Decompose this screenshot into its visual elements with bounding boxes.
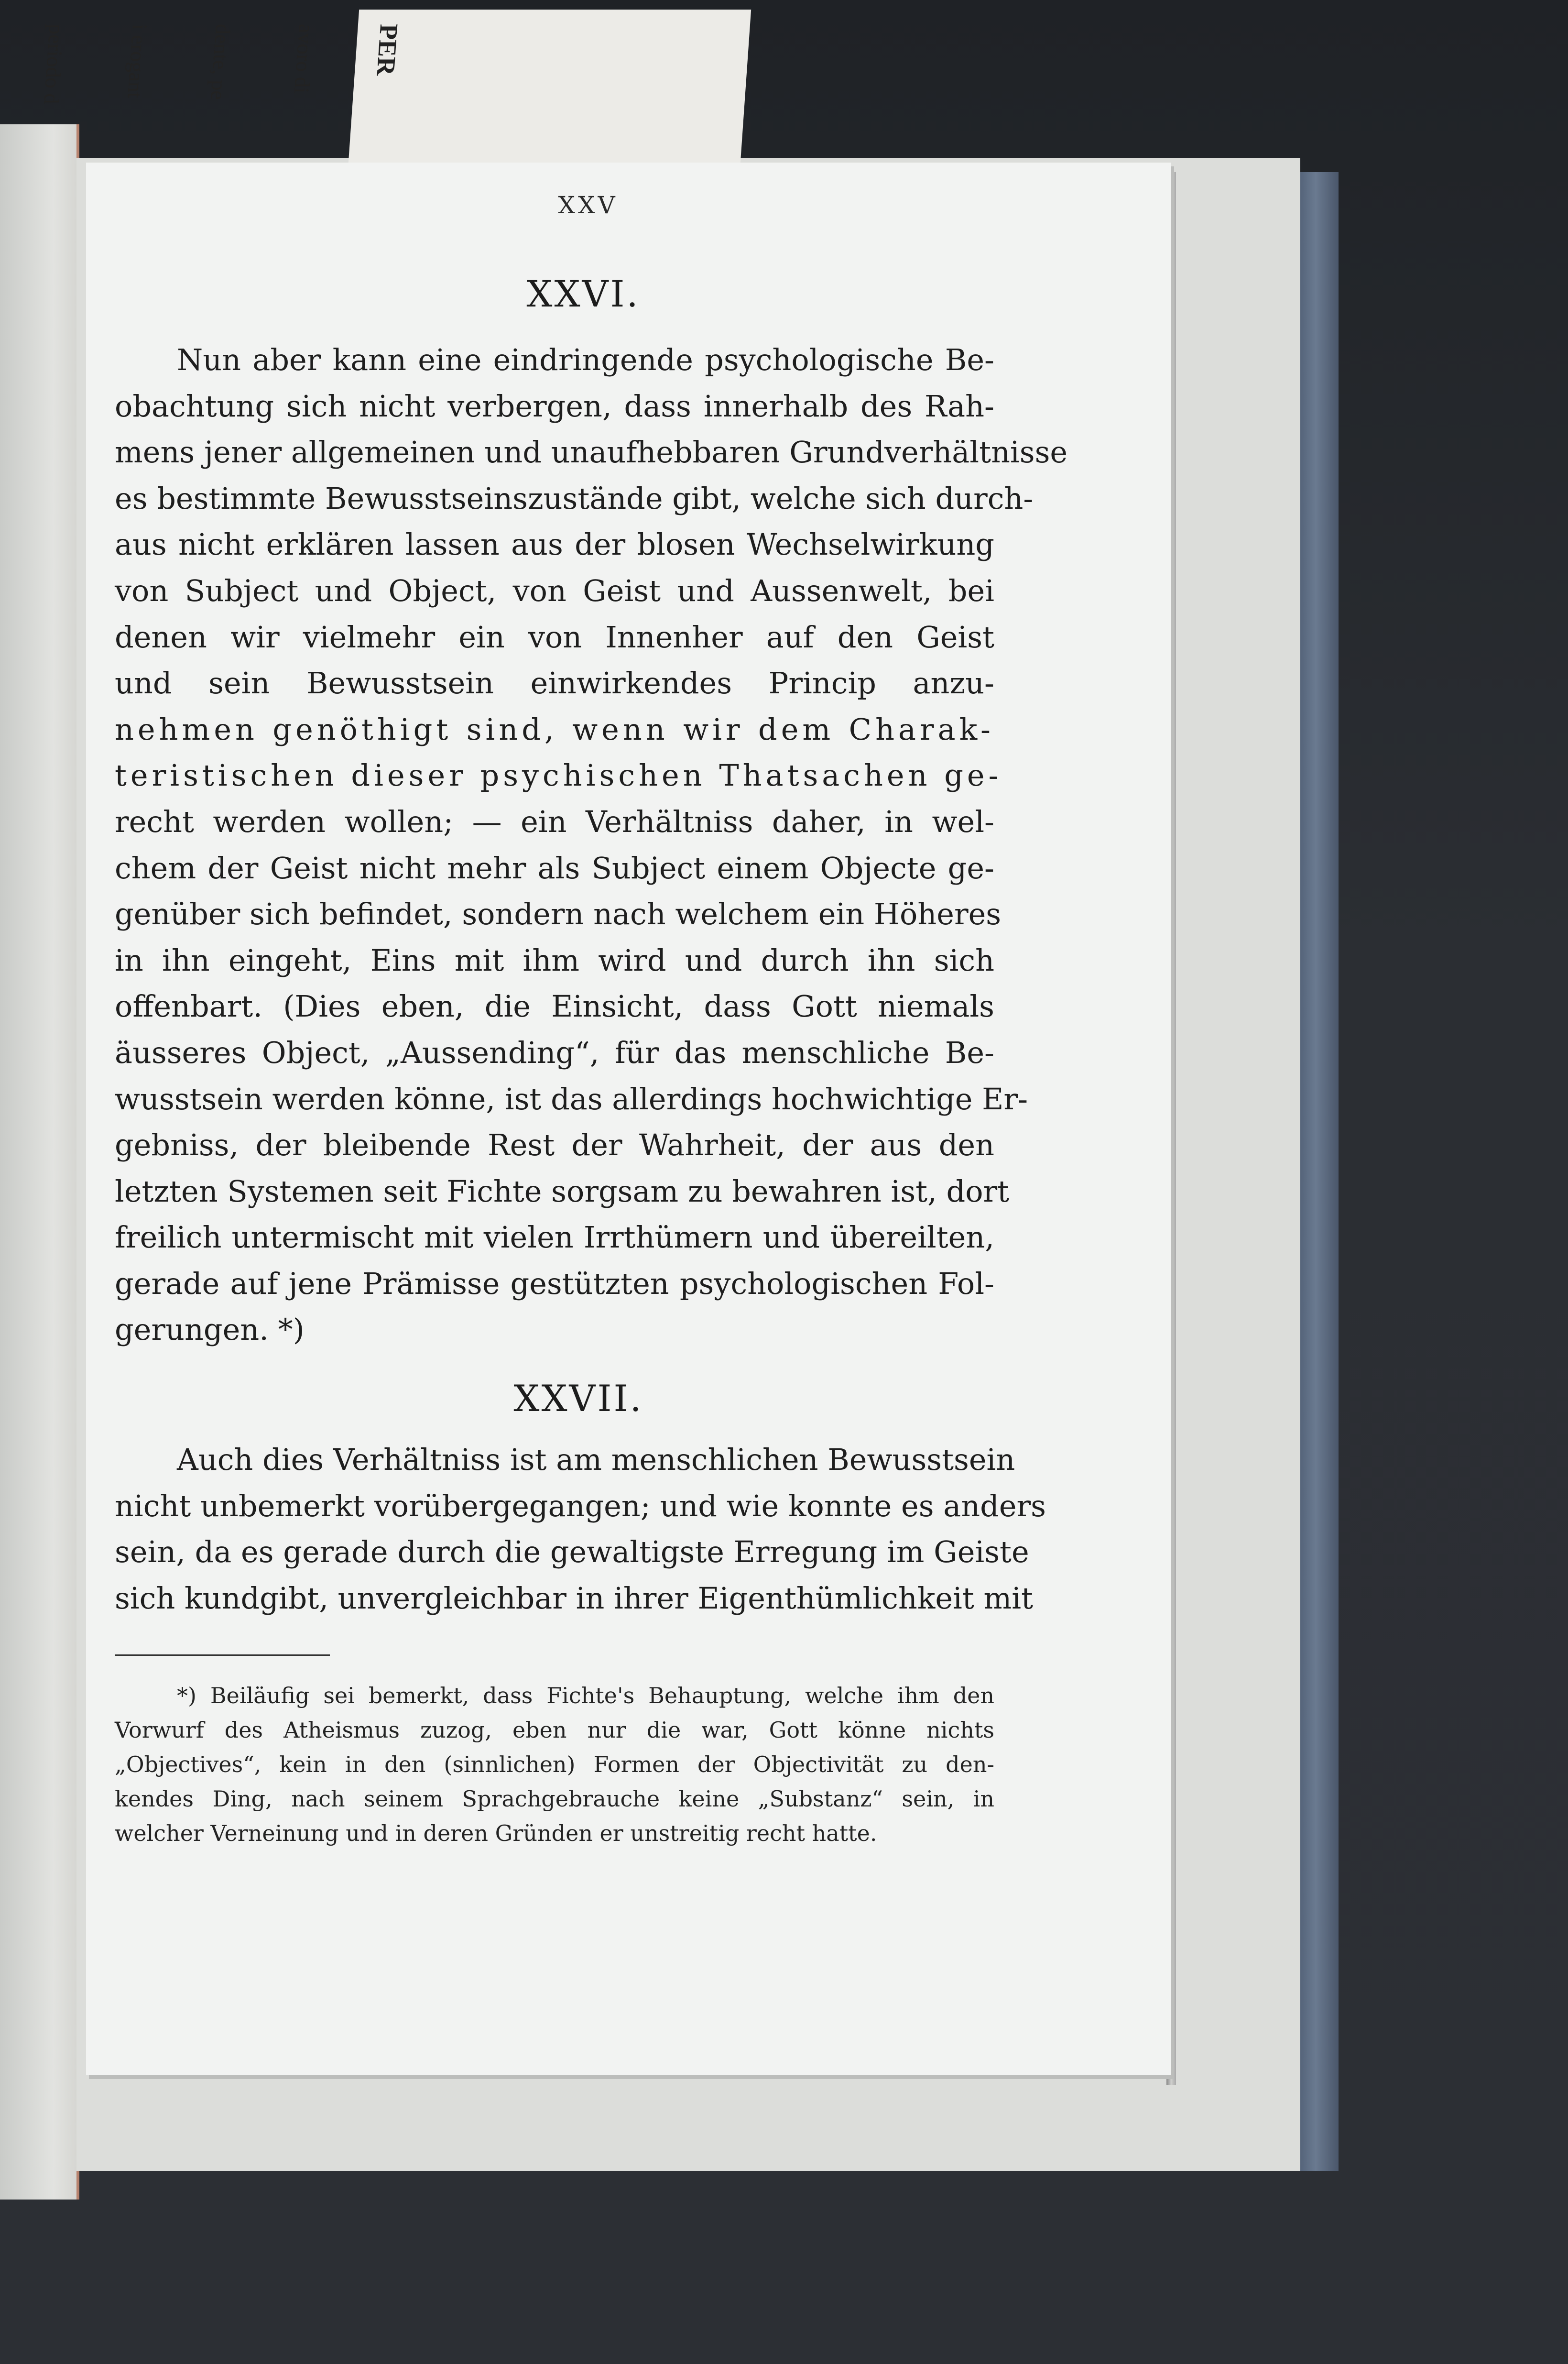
section-heading: XXVI. — [526, 273, 640, 315]
footnote-line: „Objectives“, kein in den (sinnlichen) Formen der Objectivität zu den- — [115, 1751, 994, 1777]
text-line: gebniss, der bleibende Rest der Wahrheit, der aus den — [115, 1127, 994, 1163]
slip-line: PER — [371, 24, 404, 76]
document-page — [86, 163, 1171, 2075]
footnote-line: Vorwurf des Atheismus zuzog, eben nur die war, Gott könne nichts — [115, 1717, 994, 1743]
slip-line: periodo d — [39, 24, 69, 104]
text-line: gerungen. *) — [115, 1312, 305, 1347]
text-line: denen wir vielmehr ein von Innenher auf den Geist — [115, 619, 994, 655]
slip-line: avoro di — [289, 24, 318, 94]
text-line: Nun aber kann eine eindringende psychologische Be- — [177, 342, 994, 377]
text-line: freilich untermischt mit vielen Irrthümern und übereilten, — [115, 1220, 994, 1255]
text-line: chem der Geist nicht mehr als Subject einem Objecte ge- — [115, 850, 994, 886]
footnote-line: kendes Ding, nach seinem Sprachgebrauche keine „Substanz“ sein, in — [115, 1786, 994, 1812]
text-line: Auch dies Verhältniss ist am menschlichen Bewusstsein — [177, 1442, 1015, 1477]
text-line: nehmen genöthigt sind, wenn wir dem Charak- — [115, 711, 994, 747]
text-line: genüber sich befindet, sondern nach welchem ein Höheres — [115, 897, 1002, 932]
page-number: XXV — [558, 191, 618, 219]
text-line: von Subject und Object, von Geist und Aussenwelt, bei — [115, 573, 994, 608]
text-line: aus nicht erklären lassen aus der blosen Wechselwirkung — [115, 527, 994, 562]
text-line: gerade auf jene Prämisse gestützten psychologischen Fol- — [115, 1266, 994, 1301]
text-line: sein, da es gerade durch die gewaltigste Erregung im Geiste — [115, 1534, 1029, 1570]
paragraph-section-xxvi — [115, 337, 1068, 1353]
footnote-rule — [115, 1654, 330, 1656]
text-line: teristischen dieser psychischen Thatsachen ge- — [115, 758, 1002, 793]
text-line: offenbart. (Dies eben, die Einsicht, dass Gott niemals — [115, 989, 994, 1024]
slip-text — [39, 24, 458, 167]
text-line: und sein Bewusstsein einwirkendes Princip anzu- — [115, 666, 994, 701]
slip-line: dente, pe — [206, 24, 235, 100]
text-line: sich kundgibt, unvergleichbar in ihrer Eigenthümlichkeit mit — [115, 1580, 1034, 1616]
text-line: nicht unbemerkt vorübergegangen; und wie konnte es anders — [115, 1488, 1046, 1523]
section-heading: XXVII. — [513, 1377, 643, 1420]
left-page-edge — [0, 124, 79, 2200]
text-line: es bestimmte Bewusstseinszustände gibt, welche sich durch- — [115, 481, 1034, 516]
footnote-line: welcher Verneinung und in deren Gründen er unstreitig recht hatte. — [115, 1820, 877, 1846]
footnote-line: *) Beiläufig sei bemerkt, dass Fichte's Behauptung, welche ihm den — [177, 1683, 994, 1708]
footnote — [115, 1678, 994, 1850]
text-line: wusstsein werden könne, ist das allerdings hochwichtige Er- — [115, 1081, 1028, 1116]
paragraph-section-xxvii — [115, 1437, 1046, 1621]
paper-slip — [39, 10, 751, 163]
text-line: mens jener allgemeinen und unaufhebbaren Grundverhältnisse — [115, 435, 1068, 470]
slip-line: i erogant — [123, 24, 152, 98]
book-cover-edge — [1300, 172, 1339, 2171]
text-line: letzten Systemen seit Fichte sorgsam zu bewahren ist, dort — [115, 1173, 1010, 1209]
text-line: in ihn eingeht, Eins mit ihm wird und durch ihn sich — [115, 942, 994, 978]
text-line: äusseres Object, „Aussending“, für das menschliche Be- — [115, 1035, 994, 1070]
text-line: obachtung sich nicht verbergen, dass innerhalb des Rah- — [115, 388, 994, 424]
text-line: recht werden wollen; — ein Verhältniss daher, in wel- — [115, 804, 994, 839]
